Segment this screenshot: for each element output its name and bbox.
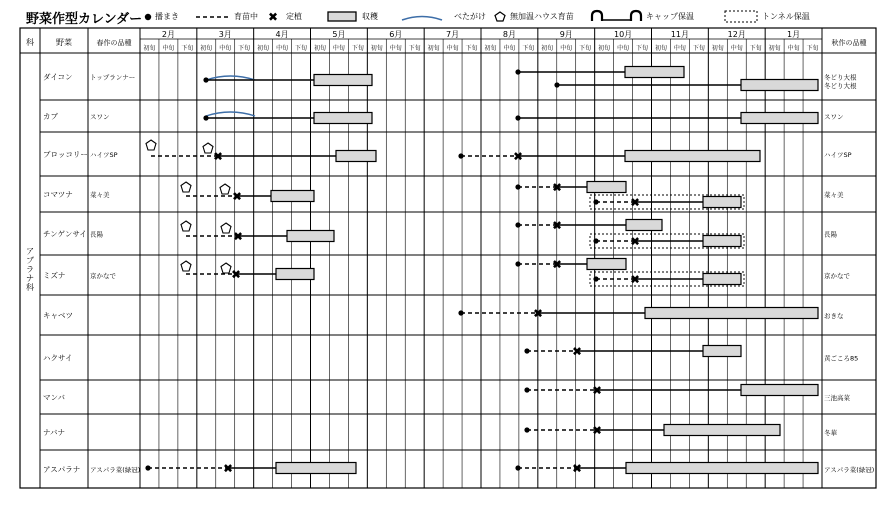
vegetable-name: ハクサイ [43,353,73,363]
plant-cross: ✖ [551,257,563,272]
legend-sow-label: 播まき [155,12,179,21]
house-pentagon [181,261,191,271]
subperiod-label: 中旬 [617,45,630,52]
autumn-variety: 冬華 [824,429,837,437]
harvest-bar [625,151,760,162]
vegetable-name: ダイコン [43,72,73,82]
month-label: 12月 [727,30,746,39]
subperiod-label: 初旬 [427,45,440,52]
subperiod-label: 初旬 [541,45,554,52]
plant-cross: ✖ [222,461,234,476]
plant-cross: ✖ [212,149,224,164]
month-label: 3月 [218,30,232,39]
month-label: 6月 [389,30,403,39]
vegetable-name: コマツナ [43,190,73,199]
subperiod-label: 初旬 [484,45,497,52]
vegetable-name: チンゲンサイ [43,229,87,239]
spring-variety: ハイツSP [90,151,118,159]
legend-tunnel-label: トンネル保温 [762,12,810,21]
spring-variety: 菜々美 [90,191,110,199]
house-pentagon [181,221,191,231]
plant-cross: ✖ [629,195,641,210]
plant-cross: ✖ [591,383,603,398]
header-family: 科 [26,38,34,47]
legend-harvest-label: 収穫 [362,12,378,21]
vegetable-name: キャベツ [43,311,73,320]
plant-cross: ✖ [591,423,603,438]
harvest-bar [703,346,741,357]
subperiod-label: 中旬 [787,45,800,52]
house-pentagon [146,140,156,150]
vegetable-name: カブ [43,112,58,121]
subperiod-label: 中旬 [219,45,232,52]
subperiod-label: 初旬 [711,45,724,52]
family-label-char: ナ [26,274,34,283]
harvest-bar [276,269,314,280]
plant-cross: ✖ [551,180,563,195]
harvest-bar [741,385,818,396]
plant-cross: ✖ [231,189,243,204]
vegetable-name: マンバ [43,393,65,402]
plant-cross: ✖ [551,218,563,233]
harvest-bar [703,274,741,285]
month-label: 1月 [787,30,801,39]
harvest-bar [314,113,372,124]
subperiod-label: 初旬 [257,45,270,52]
month-label: 7月 [446,30,460,39]
legend-plant-label: 定植 [286,12,302,21]
subperiod-label: 初旬 [598,45,611,52]
subperiod-label: 下旬 [181,45,194,52]
subperiod-label: 初旬 [313,45,326,52]
plant-cross: ✖ [512,149,524,164]
harvest-bar [587,182,626,193]
harvest-bar [587,259,626,270]
autumn-variety: おきな [824,312,844,320]
spring-variety: 長陽 [90,230,103,239]
harvest-bar [314,75,372,86]
subperiod-label: 初旬 [768,45,781,52]
subperiod-label: 下旬 [636,45,649,52]
header-autumn-variety: 秋作の品種 [831,39,867,47]
page-title: 野菜作型カレンダー [26,12,143,27]
legend-cap-label: キャップ保温 [646,12,694,21]
house-pentagon [221,223,231,233]
autumn-variety: アスパラ菜(緑冠) [824,466,875,474]
header-vegetable: 野菜 [56,38,72,47]
subperiod-label: 下旬 [749,45,762,52]
vegetable-name: アスパラナ [43,465,81,474]
month-label: 4月 [275,30,289,39]
subperiod-label: 中旬 [162,45,175,52]
plant-cross: ✖ [571,344,583,359]
subperiod-label: 下旬 [522,45,535,52]
plant-cross: ✖ [532,306,544,321]
legend-house-label: 無加温ハウス育苗 [510,12,574,21]
house-pentagon [221,263,231,273]
spring-variety: アスパラ菜(緑冠) [90,466,141,474]
header-spring-variety: 春作の品種 [96,39,132,47]
house-pentagon [203,143,213,153]
harvest-bar [276,463,356,474]
subperiod-label: 下旬 [579,45,592,52]
spring-variety: トップランナー [90,73,136,82]
subperiod-label: 下旬 [692,45,705,52]
month-label: 11月 [670,30,690,39]
subperiod-label: 初旬 [370,45,383,52]
house-pentagon [181,182,191,192]
autumn-variety: 冬どり大根 [824,73,857,82]
family-label-char: ア [26,247,34,256]
legend-mulch-label: べたがけ [454,12,486,21]
harvest-bar [664,425,780,436]
subperiod-label: 中旬 [276,45,289,52]
table-border [20,28,876,488]
harvest-bar [626,463,818,474]
mulch-curve [206,112,255,116]
month-label: 8月 [502,30,516,39]
harvest-bar [336,151,376,162]
harvest-bar [645,308,818,319]
autumn-variety: 長陽 [824,230,837,239]
subperiod-label: 下旬 [351,45,364,52]
spring-variety: 京かなで [90,272,116,280]
plant-cross: ✖ [629,234,641,249]
house-pentagon [220,184,230,194]
family-label-char: ブ [26,256,34,265]
harvest-bar [703,236,741,247]
autumn-variety: 冬どり大根 [824,82,857,90]
plant-cross-icon: ✖ [268,10,279,24]
vegetable-name: ブロッコリー [43,150,88,159]
legend-nursery-label: 育苗中 [234,12,258,21]
vegetable-name: ナバナ [43,428,66,437]
family-label-char: ラ [26,265,34,274]
subperiod-label: 下旬 [806,45,819,52]
family-label-char: 科 [26,283,34,292]
plant-cross: ✖ [571,461,583,476]
subperiod-label: 初旬 [143,45,156,52]
harvest-bar [287,231,334,242]
autumn-variety: 菜々美 [824,191,844,199]
subperiod-label: 下旬 [238,45,251,52]
plant-cross: ✖ [629,272,641,287]
subperiod-label: 中旬 [560,45,573,52]
harvest-bar [741,80,818,91]
autumn-variety: 京かなで [824,272,850,280]
subperiod-label: 中旬 [389,45,402,52]
autumn-variety: スワン [824,113,844,121]
plant-cross: ✖ [230,267,242,282]
subperiod-label: 中旬 [446,45,459,52]
subperiod-label: 初旬 [654,45,667,52]
autumn-variety: 黄ごころ85 [824,354,859,363]
harvest-bar [741,113,818,124]
subperiod-label: 中旬 [503,45,516,52]
month-label: 2月 [161,30,175,39]
harvest-bar [626,220,662,231]
subperiod-label: 下旬 [295,45,308,52]
vegetable-name: ミズナ [43,271,66,280]
month-label: 5月 [332,30,346,39]
autumn-variety: 三池高菜 [824,394,850,402]
subperiod-label: 中旬 [332,45,345,52]
month-label: 10月 [613,30,633,39]
plant-cross: ✖ [232,229,244,244]
harvest-bar [625,67,684,78]
subperiod-label: 中旬 [673,45,686,52]
harvest-bar [703,197,741,208]
subperiod-label: 下旬 [408,45,421,52]
harvest-bar [271,191,314,202]
spring-variety: スワン [90,113,110,121]
month-label: 9月 [559,30,573,39]
subperiod-label: 初旬 [200,45,213,52]
subperiod-label: 中旬 [730,45,743,52]
subperiod-label: 下旬 [465,45,478,52]
autumn-variety: ハイツSP [824,151,852,159]
